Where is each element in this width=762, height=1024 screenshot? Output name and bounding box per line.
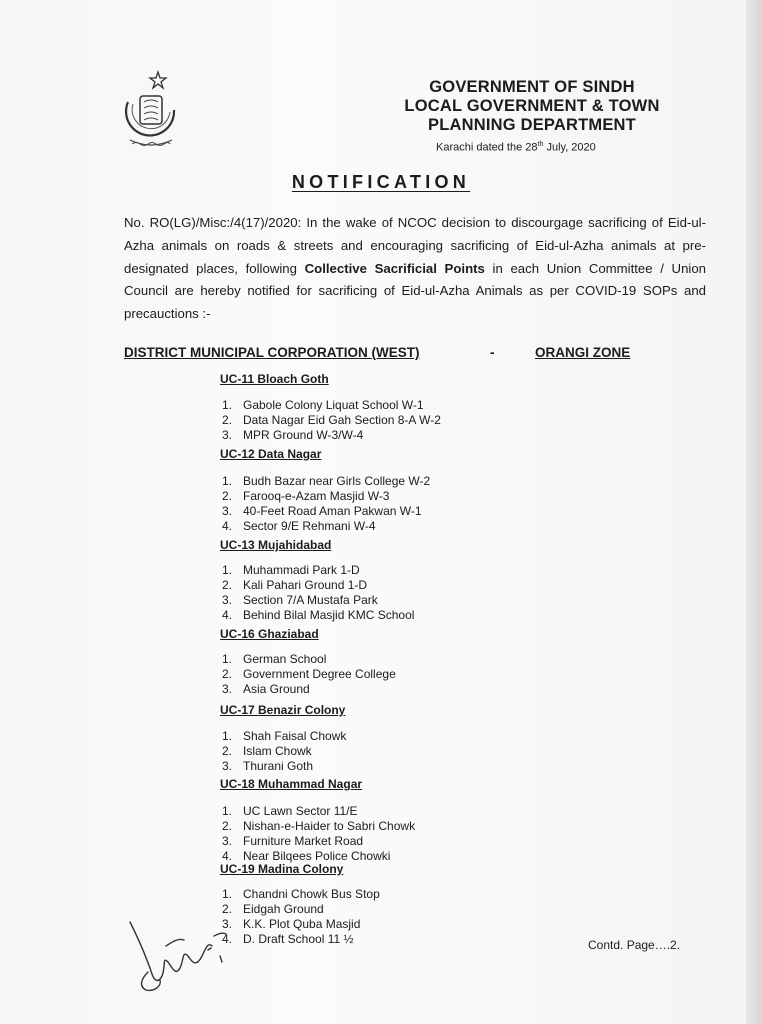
uc-heading: UC-13 Mujahidabad: [220, 538, 332, 552]
uc-item-number: 2.: [222, 819, 233, 833]
uc-item-text: Furniture Market Road: [243, 834, 364, 848]
body-bold-phrase: Collective Sacrificial Points: [304, 260, 485, 276]
uc-item-number: 2.: [222, 744, 233, 758]
body-part-2: in each Union Committee / Union Council are hereby notified for sacrificing of Eid-ul-Azha Animals as per COVID-19 SOPs and precauctions :-: [124, 260, 707, 322]
uc-item-number: 4.: [222, 519, 233, 533]
uc-item-text: Islam Chowk: [243, 744, 312, 758]
uc-item-number: 4.: [222, 932, 233, 946]
uc-item-text: German School: [243, 652, 327, 666]
uc-heading: UC-19 Madina Colony: [220, 862, 344, 876]
uc-list-item: [222, 759, 313, 773]
uc-item-text: Government Degree College: [243, 667, 396, 681]
uc-item-text: Farooq-e-Azam Masjid W-3: [243, 489, 390, 503]
uc-list-item: [222, 519, 376, 533]
uc-item-text: K.K. Plot Quba Masjid: [243, 917, 361, 931]
district-heading: [124, 345, 664, 360]
uc-item-number: 1.: [222, 398, 233, 412]
letterhead-line-2: LOCAL GOVERNMENT & TOWN: [404, 97, 660, 115]
uc-item-number: 2.: [222, 578, 233, 592]
uc-item-text: Gabole Colony Liquat School W-1: [243, 398, 424, 412]
uc-heading: UC-16 Ghaziabad: [220, 627, 319, 641]
uc-list-item: [222, 682, 310, 696]
uc-list-item: [222, 504, 422, 518]
uc-list-item: [222, 413, 441, 427]
uc-item-number: 1.: [222, 563, 233, 577]
district-dash: -: [490, 345, 495, 360]
uc-item-number: 1.: [222, 887, 233, 901]
uc-heading: UC-18 Muhammad Nagar: [220, 777, 363, 791]
uc-list-item: [222, 563, 360, 577]
uc-list-item: [222, 608, 414, 622]
uc-item-number: 1.: [222, 729, 233, 743]
uc-item-number: 2.: [222, 902, 233, 916]
uc-heading: UC-11 Bloach Goth: [220, 372, 329, 386]
uc-item-text: D. Draft School 11 ½: [243, 932, 354, 946]
uc-item-text: Near Bilqees Police Chowki: [243, 849, 391, 863]
uc-item-number: 2.: [222, 413, 233, 427]
uc-item-text: Shah Faisal Chowk: [243, 729, 347, 743]
uc-item-number: 4.: [222, 608, 233, 622]
uc-item-text: Budh Bazar near Girls College W-2: [243, 474, 431, 488]
uc-heading: UC-12 Data Nagar: [220, 447, 322, 461]
zone-name: ORANGI ZONE: [535, 345, 631, 360]
uc-list-item: [222, 804, 358, 818]
body-part-1: No. RO(LG)/Misc:/4(17)/2020: In the wake of NCOC decision to discourgage sacrificing of Eid-ul-Azha animals on roads & streets and encouraging sacrificing of Eid-ul-Azha animals at pre-designated places, following: [124, 215, 706, 276]
date-suffix: th: [537, 141, 544, 148]
uc-item-number: 3.: [222, 917, 233, 931]
uc-list-item: [222, 398, 424, 412]
date-rest: July, 2020: [546, 141, 596, 154]
uc-list-item: [222, 932, 354, 946]
uc-item-text: Thurani Goth: [243, 759, 314, 773]
uc-item-number: 3.: [222, 593, 233, 607]
uc-list-item: [222, 667, 396, 681]
uc-heading: UC-17 Benazir Colony: [220, 703, 346, 717]
uc-list-item: [222, 819, 415, 833]
uc-item-number: 2.: [222, 489, 233, 503]
uc-item-text: MPR Ground W-3/W-4: [243, 428, 364, 442]
continued-page-note: Contd. Page….2.: [588, 938, 681, 952]
uc-item-number: 3.: [222, 504, 233, 518]
uc-item-number: 1.: [222, 652, 233, 666]
uc-item-text: UC Lawn Sector 11/E: [243, 804, 358, 818]
page-edge-shadow: [746, 0, 762, 1024]
notification-title: NOTIFICATION: [291, 172, 471, 192]
district-name: DISTRICT MUNICIPAL CORPORATION (WEST): [124, 345, 420, 360]
date-day: 28: [525, 141, 538, 154]
uc-list-item: [222, 428, 363, 442]
uc-item-number: 3.: [222, 834, 233, 848]
uc-list-item: [222, 578, 367, 592]
uc-item-number: 3.: [222, 428, 233, 442]
uc-item-text: Chandni Chowk Bus Stop: [243, 887, 380, 901]
uc-list-item: [222, 729, 346, 743]
uc-item-text: Data Nagar Eid Gah Section 8-A W-2: [243, 413, 441, 427]
uc-list-item: [222, 887, 380, 901]
uc-item-text: Nishan-e-Haider to Sabri Chowk: [243, 819, 416, 833]
uc-list-item: [222, 593, 378, 607]
uc-list-item: [222, 474, 430, 488]
uc-item-text: Section 7/A Mustafa Park: [243, 593, 378, 607]
uc-item-text: Behind Bilal Masjid KMC School: [243, 608, 415, 622]
uc-list-item: [222, 902, 324, 916]
uc-list-item: [222, 652, 326, 666]
uc-item-text: Muhammadi Park 1-D: [243, 563, 360, 577]
uc-list-item: [222, 744, 312, 758]
uc-item-text: Asia Ground: [243, 682, 310, 696]
sindh-government-emblem-icon: [118, 70, 184, 154]
uc-item-number: 3.: [222, 759, 233, 773]
date-prefix: Karachi dated the: [436, 141, 523, 154]
letterhead: [392, 78, 672, 135]
uc-item-number: 1.: [222, 804, 233, 818]
letterhead-line-3: PLANNING DEPARTMENT: [428, 116, 636, 134]
notification-body: [124, 212, 706, 326]
uc-list-item: [222, 849, 390, 863]
uc-item-text: 40-Feet Road Aman Pakwan W-1: [243, 504, 422, 518]
letterhead-line-1: GOVERNMENT OF SINDH: [429, 78, 635, 96]
uc-item-text: Kali Pahari Ground 1-D: [243, 578, 368, 592]
dateline: [436, 141, 596, 154]
uc-item-text: Eidgah Ground: [243, 902, 324, 916]
handwritten-signature: [122, 916, 232, 996]
uc-list-item: [222, 917, 360, 931]
uc-item-text: Sector 9/E Rehmani W-4: [243, 519, 376, 533]
uc-list-item: [222, 489, 389, 503]
uc-list-item: [222, 834, 363, 848]
uc-item-number: 4.: [222, 849, 233, 863]
uc-item-number: 2.: [222, 667, 233, 681]
uc-item-number: 3.: [222, 682, 233, 696]
uc-item-number: 1.: [222, 474, 233, 488]
